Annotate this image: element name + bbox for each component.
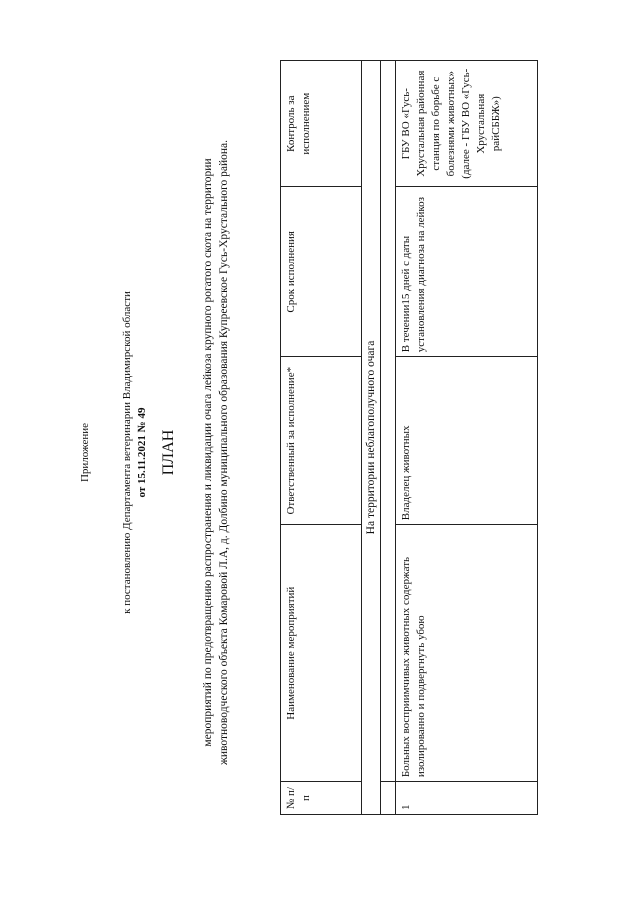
row-term: В течении15 дней с даты установления диагноза на лейкоз <box>396 187 538 357</box>
header-name: Наименование мероприятий <box>281 525 362 782</box>
header-num: № п/п <box>281 782 362 815</box>
plan-subtitle: мероприятий по предотвращению распространения и ликвидации очага лейкоза крупного рогатого скота на территории животноводческого объекта Комаровой Л.А, д. Долбино муниципального образования Купреевское Гусь-Хрустального района. <box>202 139 230 766</box>
spacer-row <box>381 61 396 815</box>
decree-reference: к постановлению Департамента ветеринарии Владимирской области <box>121 291 133 614</box>
row-num: 1 <box>396 782 538 815</box>
table-header-row <box>281 61 362 815</box>
measures-table <box>280 60 538 815</box>
table-row <box>396 61 538 815</box>
section-title: На территории неблагополучного очага <box>362 61 381 815</box>
header-term: Срок исполнения <box>281 187 362 357</box>
decree-date: от 15.11.2021 № 49 <box>136 407 148 498</box>
header-control: Контроль за исполнением <box>281 61 362 187</box>
row-responsible: Владелец животных <box>396 357 538 525</box>
spacer-cell <box>381 782 396 815</box>
row-control: ГБУ ВО «Гусь-Хрустальная районная станция по борьбе с болезнями животных» (далее - ГБУ ВО «Гусь-Хрустальная райСББЖ») <box>396 61 538 187</box>
row-name: Больных восприимчивых животных содержать изолированно и подвергнуть убою <box>396 525 538 782</box>
spacer-cell <box>381 61 396 782</box>
appendix-label: Приложение <box>79 422 91 483</box>
section-row <box>362 61 381 815</box>
page-title: ПЛАН <box>160 429 177 476</box>
header-responsible: Ответственный за исполнение* <box>281 357 362 525</box>
